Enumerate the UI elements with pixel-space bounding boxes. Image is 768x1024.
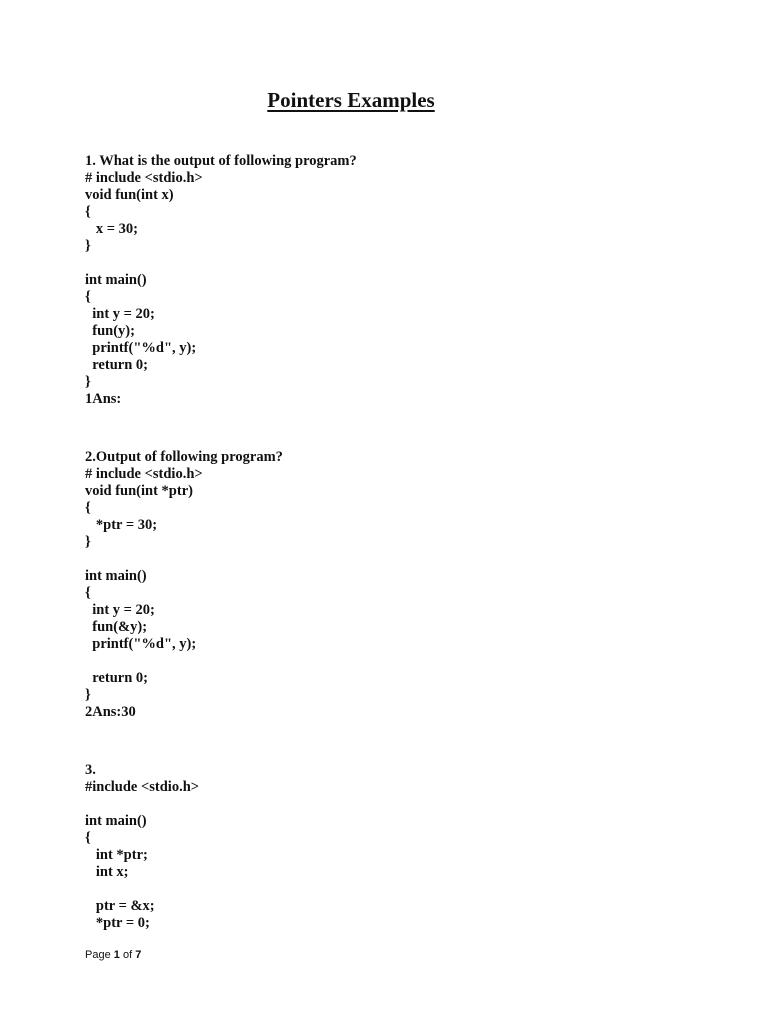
code-line: {	[85, 204, 91, 220]
code-line	[85, 551, 283, 568]
code-line	[85, 255, 357, 272]
code-line: *ptr = 0;	[85, 915, 150, 931]
code-line: 3.	[85, 762, 96, 778]
page-footer	[85, 949, 141, 961]
code-line: x = 30;	[85, 221, 138, 237]
code-line: 2Ans:30	[85, 704, 136, 720]
code-line: {	[85, 289, 91, 305]
code-line: # include <stdio.h>	[85, 466, 203, 482]
code-line: fun(&y);	[85, 619, 148, 635]
code-line	[85, 881, 199, 898]
code-line	[85, 653, 283, 670]
question-3	[85, 762, 199, 932]
question-2	[85, 449, 283, 721]
code-line: return 0;	[85, 357, 148, 373]
code-line: #include <stdio.h>	[85, 779, 200, 795]
code-line: {	[85, 830, 91, 846]
code-line: 1Ans:	[85, 391, 122, 407]
code-line	[85, 796, 199, 813]
code-line: int main()	[85, 272, 147, 288]
code-line: int *ptr;	[85, 847, 148, 863]
page-number: 1	[113, 949, 120, 961]
code-line: 1. What is the output of following program?	[85, 153, 357, 169]
code-line: }	[85, 374, 91, 390]
code-line: # include <stdio.h>	[85, 170, 203, 186]
code-line: int x;	[85, 864, 129, 880]
code-line: fun(y);	[85, 323, 135, 339]
code-line: }	[85, 238, 91, 254]
page-label: Page	[85, 949, 111, 961]
code-line: printf("%d", y);	[85, 340, 197, 356]
code-line: }	[85, 687, 91, 703]
question-1	[85, 153, 357, 408]
code-line: int main()	[85, 568, 147, 584]
code-line: int main()	[85, 813, 147, 829]
code-line: 2.Output of following program?	[85, 449, 283, 465]
page-title: Pointers Examples	[267, 88, 435, 112]
code-line: {	[85, 585, 91, 601]
code-line: *ptr = 30;	[85, 517, 158, 533]
code-line: void fun(int *ptr)	[85, 483, 193, 499]
code-line: return 0;	[85, 670, 148, 686]
of-label: of	[122, 949, 133, 961]
code-line: int y = 20;	[85, 306, 155, 322]
total-pages: 7	[135, 949, 142, 961]
code-line: }	[85, 534, 91, 550]
code-line: printf("%d", y);	[85, 636, 197, 652]
code-line: int y = 20;	[85, 602, 155, 618]
code-line: ptr = &x;	[85, 898, 155, 914]
code-line: {	[85, 500, 91, 516]
code-line: void fun(int x)	[85, 187, 174, 203]
